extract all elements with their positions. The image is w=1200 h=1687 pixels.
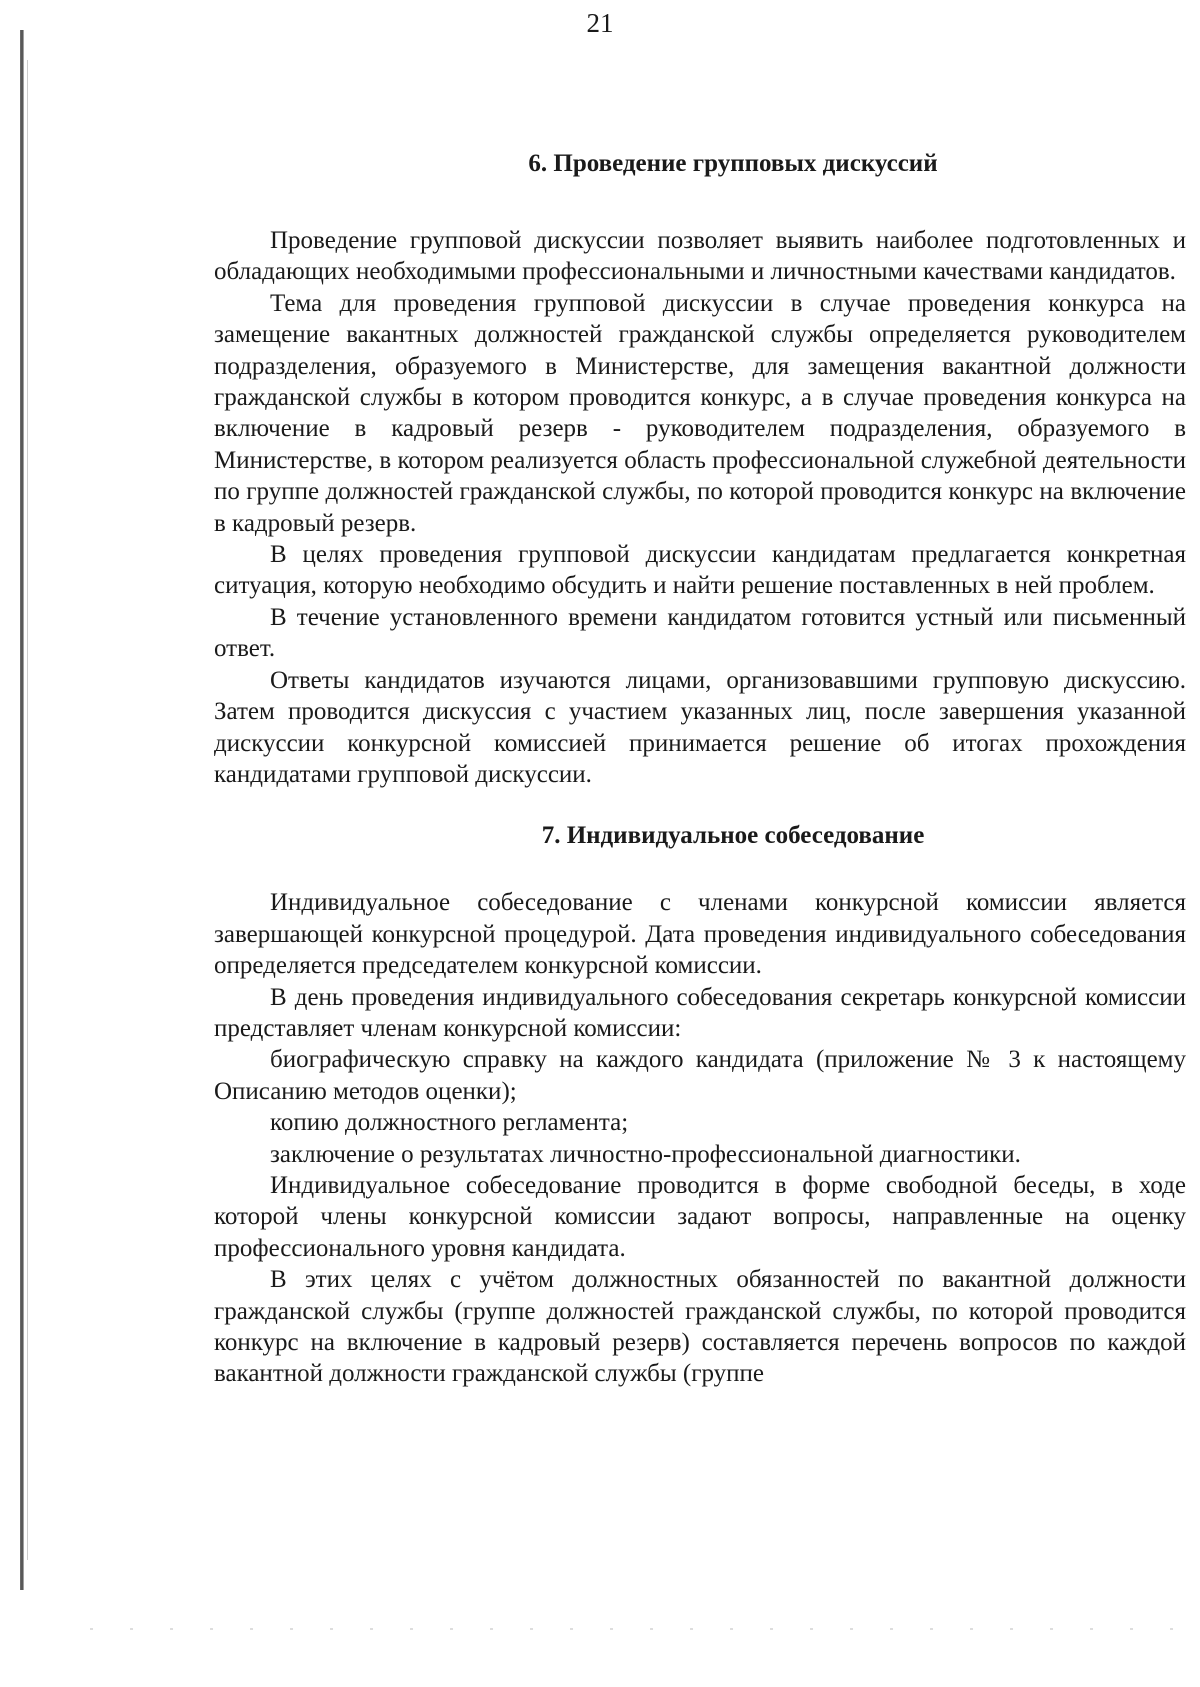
- section-6-paragraph-2: Тема для проведения групповой дискуссии в случае проведения конкурса на замещение вакантных должностей гражданской службы определяется руководителем подразделения, образуемого в Министерстве, для замещения вакантной должности гражданской службы в котором проводится конкурс, а в случае проведения конкурса на включение в кадровый резерв - руководителем подразделения, образуемого в Министерстве, в котором реализуется область профессиональной служебной деятельности по группе должностей гражданской службы, по которой проводится конкурс на включение в кадровый резерв.: [214, 289, 1186, 537]
- section-7-heading: 7. Индивидуальное собеседование: [541, 822, 925, 850]
- page-number: 21: [586, 8, 614, 38]
- section-6-paragraph-3: В целях проведения групповой дискуссии кандидатам предлагается конкретная ситуация, которую необходимо обсудить и найти решение поставленных в ней проблем.: [214, 541, 1186, 600]
- section-6-paragraph-1: Проведение групповой дискуссии позволяет выявить наиболее подготовленных и обладающих необходимыми профессиональными и личностными качествами кандидатов.: [214, 227, 1186, 286]
- scan-noise-line: [90, 1628, 1190, 1630]
- section-7-paragraph-3: Индивидуальное собеседование проводится в форме свободной беседы, в ходе которой члены конкурсной комиссии задают вопросы, направленные на оценку профессионального уровня кандидата.: [214, 1171, 1186, 1262]
- section-6-paragraph-4: В течение установленного времени кандидатом готовится устный или письменный ответ.: [214, 603, 1186, 663]
- section-7-list-item-2: копию должностного регламента;: [270, 1109, 629, 1137]
- document-body: [214, 148, 1186, 1390]
- section-7-paragraph-2: В день проведения индивидуального собеседования секретарь конкурсной комиссии представляет членам конкурсной комиссии:: [214, 983, 1186, 1042]
- scan-binding-line: [27, 60, 28, 1560]
- scan-binding-edge: [20, 30, 24, 1590]
- section-6-heading: 6. Проведение групповых дискуссий: [528, 150, 938, 177]
- section-6-paragraph-5: Ответы кандидатов изучаются лицами, организовавшими групповую дискуссию. Затем проводится дискуссия с участием указанных лиц, после завершения указанной дискуссии конкурсной комиссией принимается решение об итогах прохождения кандидатами групповой дискуссии.: [214, 666, 1186, 788]
- section-7-paragraph-1: Индивидуальное собеседование с членами конкурсной комиссии является завершающей конкурсной процедурой. Дата проведения индивидуального собеседования определяется председателем конкурсной комиссии.: [214, 889, 1186, 980]
- section-7-paragraph-4: В этих целях с учётом должностных обязанностей по вакантной должности гражданской службы (группе должностей гражданской службы, по которой проводится конкурс на включение в кадровый резерв) составляется перечень вопросов по каждой вакантной должности гражданской службы (группе: [214, 1266, 1186, 1388]
- section-7-list-item-1: биографическую справку на каждого кандидата (приложение № 3 к настоящему Описанию методов оценки);: [214, 1046, 1186, 1105]
- section-7-list-item-3: заключение о результатах личностно-профессиональной диагностики.: [270, 1140, 1021, 1168]
